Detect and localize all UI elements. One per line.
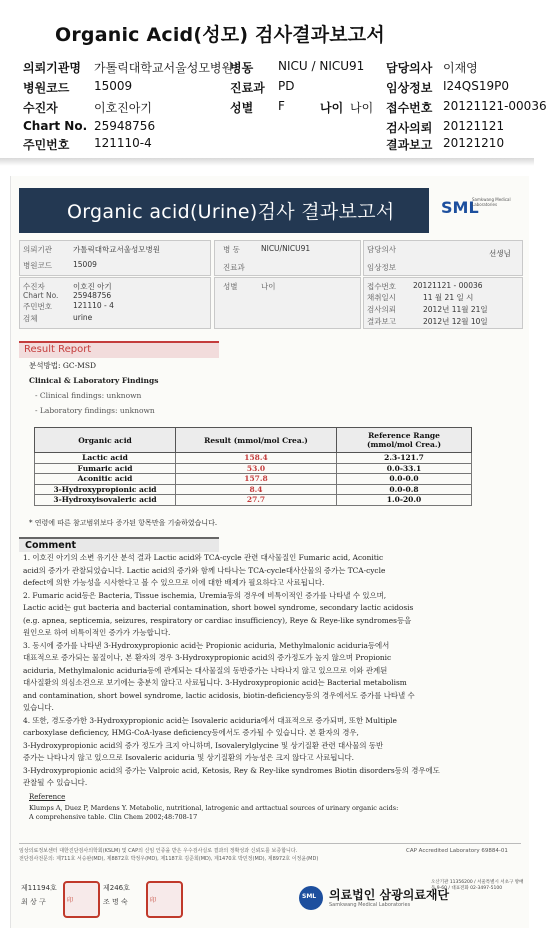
p-label-collect: 채취일시: [367, 293, 396, 302]
seal-stamp-1-text: 印: [67, 897, 74, 904]
results-header-row: [35, 428, 472, 453]
table-note: * 연령에 따른 참고범위보다 증가된 항목만을 기술하였습니다.: [29, 519, 218, 527]
p-label-specimen: 검체: [23, 314, 38, 323]
p-label-hospital-code: 병원코드: [23, 261, 52, 270]
p-value-institution: 가톨릭대학교서울성모병원: [73, 245, 160, 254]
analysis-method: 분석방법: GC-MSD: [29, 361, 96, 370]
label-chart-no: Chart No.: [23, 119, 88, 133]
label-sex: 성별: [230, 101, 254, 115]
p-value-patient: 이호진 아기: [73, 282, 112, 291]
value-hospital-code: 15009: [94, 79, 133, 93]
p-label-clinical-info: 임상정보: [367, 263, 396, 272]
comment-line: and contamination, short bowel syndrome, lactic acidosis, biotin-deficiency등의 경우에서도 증가를 나타낼 수: [23, 690, 415, 700]
report-banner: [19, 188, 429, 233]
signer-2-license: 제246호: [103, 884, 130, 892]
label-clinical-info: 임상정보: [386, 81, 433, 95]
value-department: PD: [278, 79, 295, 93]
comment-line: carboxylase deficiency, HMG-CoA-lyase deficiency등에서도 증가될 수 있습니다. 본 환자의 경우,: [23, 728, 359, 737]
label-department: 진료과: [230, 81, 265, 95]
acid-result: 157.8: [176, 474, 337, 485]
comment-line: 원인으로 하여 비특이적인 증가가 가능합니다.: [23, 628, 171, 637]
results-table: [34, 427, 472, 506]
value-report-date: 20121210: [443, 136, 505, 150]
value-chart-no: 25948756: [94, 119, 156, 133]
acid-reference: 1.0-20.0: [337, 495, 472, 506]
value-clinical-info: I24QS19P0: [443, 79, 510, 93]
org-name: 의료법인 삼광의료재단: [329, 888, 450, 902]
brand-logo: SML: [441, 198, 479, 217]
p-value-hospital-code: 15009: [73, 260, 97, 269]
acid-reference: 2.3-121.7: [337, 453, 472, 464]
label-request-date: 검사의뢰: [386, 121, 433, 135]
report-header: [0, 0, 547, 160]
p-label-ward: 병 동: [223, 245, 240, 254]
p-label-request: 검사의뢰: [367, 305, 396, 314]
value-ward: NICU / NICU91: [278, 59, 365, 73]
comment-line: Lactic acid는 gut bacteria and bacterial contamination, short bowel syndrome, secondary lactic acidosis: [23, 603, 414, 612]
header-row-chart: [0, 119, 534, 137]
brand-subtitle: Samkwang Medical Laboratories: [472, 197, 511, 207]
acid-name: Aconitic acid: [35, 474, 176, 485]
acid-reference: 0.0-33.1: [337, 463, 472, 474]
comment-heading: [19, 537, 219, 552]
acid-result: 8.4: [176, 484, 337, 495]
p-label-institution: 의뢰기관: [23, 245, 52, 254]
result-report-title: Result Report: [24, 344, 92, 355]
acid-name: Lactic acid: [35, 453, 176, 464]
laboratory-findings: - Laboratory findings: unknown: [35, 406, 155, 415]
comment-line: 대사질환의 의심소견으로 보기에는 충분치 않다고 사료됩니다. 3-Hydroxypropionic acid는 Bacterial metabolism: [23, 678, 407, 687]
comment-line: (e.g. apnea, septicemia, seizures, respiratory or cardiac insufficiency), Reye & Reye-like syndromes등을: [23, 615, 412, 625]
signer-1: [21, 881, 61, 909]
p-label-reception-no: 접수번호: [367, 282, 396, 291]
label-rrn: 주민번호: [23, 138, 70, 152]
signer-1-name: 최 상 구: [21, 898, 46, 906]
label-hospital-code: 병원코드: [23, 81, 70, 95]
p-value-report: 2012년 12월 10일: [423, 317, 488, 326]
acid-name: 3-Hydroxypropionic acid: [35, 484, 176, 495]
acid-reference: 0.0-0.0: [337, 474, 472, 485]
label-age: 나이: [320, 101, 344, 115]
header-row-institution: [0, 59, 534, 77]
clinical-findings: - Clinical findings: unknown: [35, 391, 142, 400]
comment-line: defect에 의한 가능성을 시사한다고 볼 수 있으므로 이에 대한 배제가 필요하다고 사료됩니다.: [23, 578, 325, 587]
p-label-report: 결과보고: [367, 317, 396, 326]
col-reference-range: [337, 428, 472, 453]
org-address: 오산기관 11356200 / 서울특별시 서초구 방배동 9-60 / 대표전화 02-3497-5100: [431, 880, 524, 891]
col-result: Result (mmol/mol Crea.): [176, 428, 337, 453]
table-row: [35, 453, 472, 464]
banner-title: Organic acid(Urine)검사 결과보고서: [67, 201, 395, 223]
comment-line: 있습니다.: [23, 703, 54, 712]
footer-line: 전단검사전문의: 제711호 서승완(MD), 제8872호 박정우(MD), 제1187호 김준희(MD), 제1470호 박민정(MD), 제8972호 이정윤(MD): [19, 856, 319, 862]
col-reference-range-unit: (mmol/mol Crea.): [366, 440, 442, 449]
p-label-sex: 성별: [223, 282, 238, 291]
reference-line: Klumps A, Duez P, Mardens Y. Metabolic, nutritional, latrogenic and arttactual sources of urinary organic acids:: [29, 804, 399, 812]
seal-stamp-2: [146, 881, 183, 918]
label-ward: 병동: [230, 61, 254, 75]
acid-result: 158.4: [176, 453, 337, 464]
cap-accreditation: CAP Accredited Laboratory 69884-01: [406, 848, 508, 854]
comment-line: aciduria, Methylmalonic aciduria등에 관계되는 대사물질의 동반증가는 나타나지 않고 있으므로 이와 관계된: [23, 665, 388, 675]
header-divider: [0, 158, 534, 166]
value-rrn: 121110-4: [94, 136, 152, 150]
value-sex: F: [278, 99, 285, 113]
org-logo-text: SML: [302, 893, 317, 900]
table-row: [35, 495, 472, 506]
label-institution: 의뢰기관명: [23, 61, 81, 75]
org-logo-icon: [299, 886, 323, 910]
comment-title: Comment: [25, 540, 77, 551]
value-institution: 가톨릭대학교서울성모병원: [94, 61, 234, 75]
comment-line: 3-Hydroxypropionic acid의 증가 정도가 크지 아니하며, Isovalerylglycine 및 상기질환 관련 대사물의 동반: [23, 740, 384, 750]
comment-line: 1. 이호진 아기의 소변 유기산 분석 결과 Lactic acid와 TCA-cycle 관련 대사물질인 Fumaric acid, Aconitic: [23, 553, 384, 562]
acid-result: 27.7: [176, 495, 337, 506]
comment-line: 3-Hydroxypropionic acid의 증가는 Valproic acid, Ketosis, Rey & Rey-like syndromes Biotin disorders등의 경우에도: [23, 765, 440, 775]
signer-1-license: 제11194호: [21, 884, 57, 892]
comment-line: 대표적으로 증가되는 물질이나, 본 환자의 경우 3-Hydroxypropionic acid의 증가정도가 높지 않으며 Propionic: [23, 653, 392, 662]
comment-line: acid의 증가가 관찰되었습니다. Lactic acid의 증가와 함께 나타나는 TCA-cycle대사산물의 증가는 TCA-cycle: [23, 565, 386, 575]
report-title: Organic Acid(성모) 검사결과보고서: [55, 24, 385, 46]
footer-line: 임상의료정보센터 대한진단검사의학회(KSLM) 및 CAP의 신임 인증을 받은 우수검사실로 결과의 정확성과 신뢰도를 보증합니다.: [19, 848, 298, 854]
seal-stamp-1: [63, 881, 100, 918]
p-value-ward: NICU/NICU91: [261, 244, 311, 253]
value-age: 나이: [350, 101, 374, 115]
seal-stamp-2-text: 印: [150, 897, 157, 904]
acid-name: 3-Hydroxyisovaleric acid: [35, 495, 176, 506]
reference-title: Reference: [29, 793, 66, 801]
comment-line: 관찰될 수 있습니다.: [23, 778, 88, 787]
label-doctor: 담당의사: [386, 61, 433, 75]
p-label-age: 나이: [261, 282, 276, 291]
p-label-patient: 수진자: [23, 282, 45, 291]
p-value-collect: 11 월 21 일 시: [423, 293, 474, 302]
header-row-patient: [0, 99, 547, 117]
signer-2: [103, 881, 143, 909]
comment-line: 증가는 나타나지 않고 있으므로 Isovaleric aciduria 및 상기질환의 가능성은 크지 않다고 사료됩니다.: [23, 753, 355, 762]
p-value-specimen: urine: [73, 313, 93, 322]
table-row: [35, 484, 472, 495]
header-row-hospital-code: [0, 79, 534, 97]
comment-line: 3. 동시에 증가를 나타낸 3-Hydroxypropionic acid는 Propionic aciduria, Methylmalonic aciduria등에서: [23, 640, 390, 650]
footer-divider: [19, 843, 521, 844]
p-label-rrn: 주민번호: [23, 302, 52, 311]
p-value-reception-no: 20121121 - 00036: [413, 281, 483, 290]
comment-body: [23, 552, 517, 790]
findings-title: Clinical & Laboratory Findings: [29, 376, 159, 385]
reference-line: A comprehensive table. Clin Chem 2002;48:708-17: [29, 813, 198, 821]
comment-line: 2. Fumaric acid등은 Bacteria, Tissue ischemia, Uremia등의 경우에 비특이적인 증가를 나타낼 수 있으며,: [23, 590, 387, 600]
org-subtitle: Samkwang Medical Laboratories: [329, 902, 411, 908]
signer-2-name: 조 명 숙: [103, 898, 128, 906]
p-value-chart-no: 25948756: [73, 291, 112, 300]
value-reception-no: 20121121-00036: [443, 99, 547, 113]
scanned-report: [10, 176, 529, 928]
acid-result: 53.0: [176, 463, 337, 474]
comment-line: 4. 또한, 경도증가한 3-Hydroxypropionic acid는 Isovaleric aciduria에서 대표적으로 증가되며, 또한 Multiple: [23, 715, 397, 725]
p-label-chart-no: Chart No.: [23, 291, 59, 300]
p-value-doctor: 선생님: [489, 249, 511, 258]
value-patient: 이호진아기: [94, 101, 152, 115]
col-reference-range-title: Reference Range: [368, 431, 440, 440]
value-doctor: 이재영: [443, 61, 478, 75]
acid-reference: 0.0-0.8: [337, 484, 472, 495]
p-value-request: 2012년 11월 21일: [423, 305, 488, 314]
col-organic-acid: Organic acid: [35, 428, 176, 453]
p-value-rrn: 121110 - 4: [73, 301, 114, 310]
result-report-heading: [19, 341, 219, 358]
label-reception-no: 접수번호: [386, 101, 433, 115]
table-row: [35, 474, 472, 485]
p-label-department: 진료과: [223, 263, 245, 272]
label-patient: 수진자: [23, 101, 58, 115]
table-row: [35, 463, 472, 474]
value-request-date: 20121121: [443, 119, 505, 133]
p-label-doctor: 담당의사: [367, 245, 396, 254]
label-report-date: 결과보고: [386, 138, 433, 152]
header-row-rrn: [0, 136, 534, 154]
acid-name: Fumaric acid: [35, 463, 176, 474]
